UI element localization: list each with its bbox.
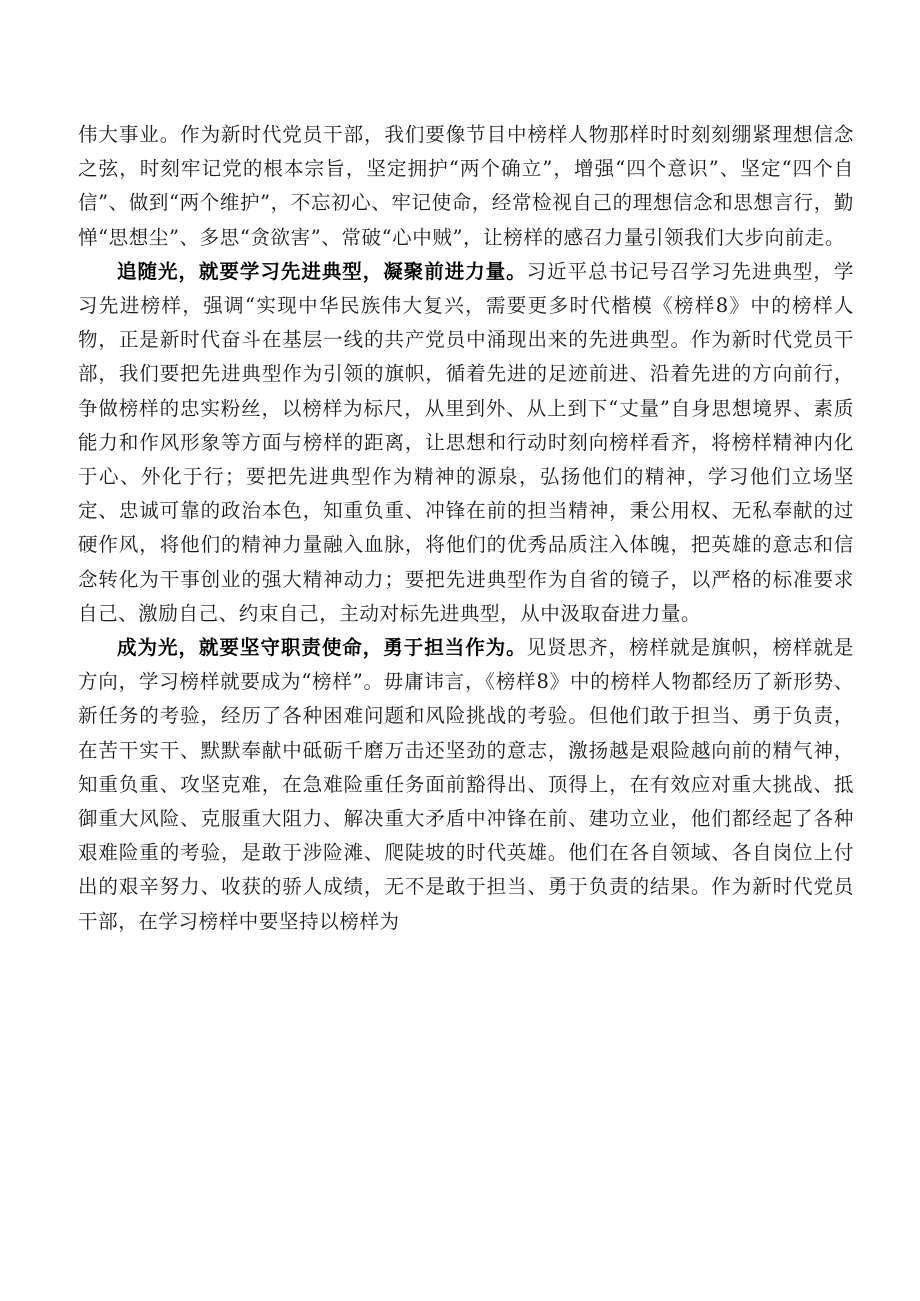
paragraph-3-heading: 成为光，就要坚守职责使命，勇于担当作为。	[117, 636, 527, 660]
paragraph-2-text: 习近平总书记号召学习先进典型，学习先进榜样，强调“实现中华民族伟大复兴，需要更多时代楷模《榜样8》中的榜样人物，正是新时代奋斗在基层一线的共产党员中涌现出来的先进典型。作为新时代党员干部，我们要把先进典型作为引领的旗帜，循着先进的足迹前进、沿着先进的方向前行，争做榜样的忠实粉丝，以榜样为标尺，从里到外、从上到下“丈量”自身思想境界、素质能力和作风形象等方面与榜样的距离，让思想和行动时刻向榜样看齐，将榜样精神内化于心、外化于行；要把先进典型作为精神的源泉，弘扬他们的精神，学习他们立场坚定、忠诚可靠的政治本色，知重负重、冲锋在前的担当精神，秉公用权、无私奉献的过硬作风，将他们的精神力量融入血脉，将他们的优秀品质注入体魄，把英雄的意志和信念转化为干事创业的强大精神动力；要把先进典型作为自省的镜子，以严格的标准要求自己、激励自己、约束自己，主动对标先进典型，从中汲取奋进力量。	[78, 259, 854, 625]
document-body	[78, 118, 854, 939]
paragraph-1-text: 伟大事业。作为新时代党员干部，我们要像节目中榜样人物那样时时刻刻绷紧理想信念之弦，时刻牢记党的根本宗旨，坚定拥护“两个确立”，增强“四个意识”、坚定“四个自信”、做到“两个维护”，不忘初心、牢记使命，经常检视自己的理想信念和思想言行，勤惮“思想尘”、多思“贪欲害”、常破“心中贼”，让榜样的感召力量引领我们大步向前走。	[78, 123, 854, 249]
paragraph-3-text: 见贤思齐，榜样就是旗帜，榜样就是方向，学习榜样就要成为“榜样”。毋庸讳言，《榜样8》中的榜样人物都经历了新形势、新任务的考验，经历了各种困难问题和风险挑战的考验。但他们敢于担当、勇于负责，在苦干实干、默默奉献中砥砺千磨万击还坚劲的意志，激扬越是艰险越向前的精气神，知重负重、攻坚克难，在急难险重任务面前豁得出、顶得上，在有效应对重大挑战、抵御重大风险、克服重大阻力、解决重大矛盾中冲锋在前、建功立业，他们都经起了各种艰难险重的考验，是敢于涉险滩、爬陡坡的时代英雄。他们在各自领域、各自岗位上付出的艰辛努力、收获的骄人成绩，无不是敢于担当、勇于负责的结果。作为新时代党员干部，在学习榜样中要坚持以榜样为	[78, 636, 854, 933]
paragraph-1	[78, 118, 854, 255]
paragraph-2-heading: 追随光，就要学习先进典型，凝聚前进力量。	[117, 259, 527, 283]
paragraph-2	[78, 255, 854, 631]
paragraph-3	[78, 631, 854, 939]
